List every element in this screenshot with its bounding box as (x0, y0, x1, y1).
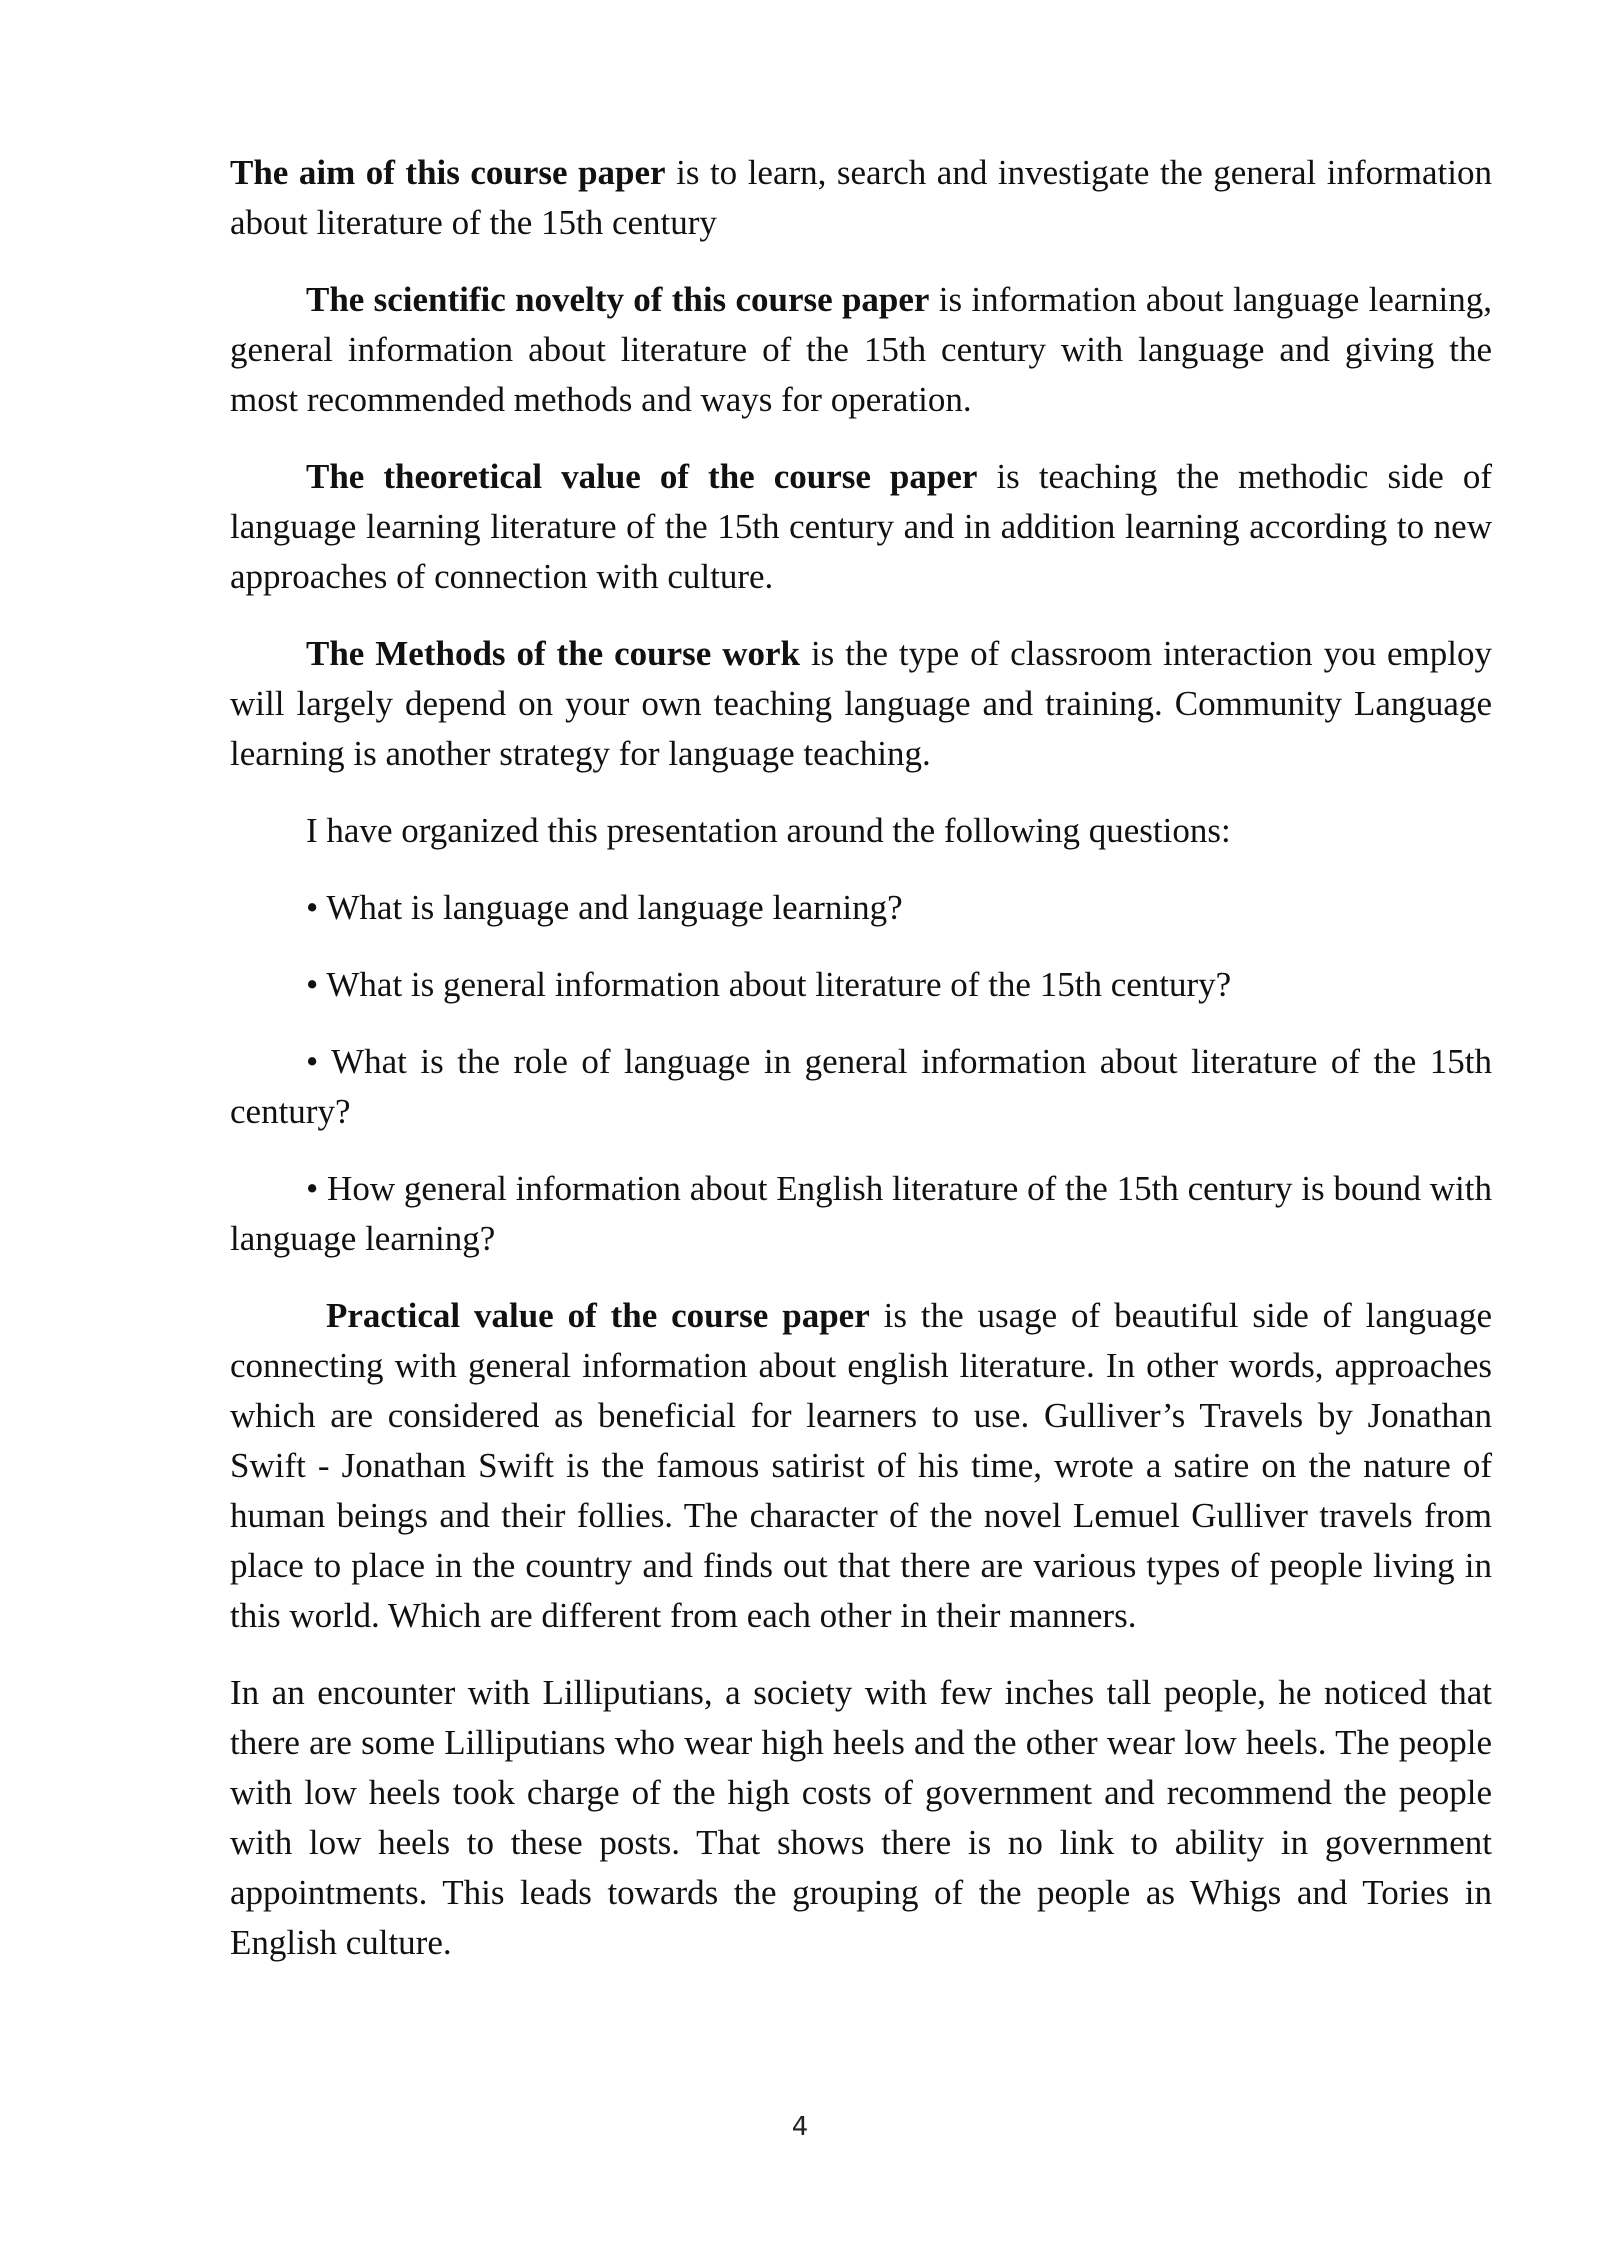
theoretical-value-paragraph (230, 452, 1492, 602)
aim-paragraph (230, 148, 1492, 248)
theoretical-value-text: is teaching the methodic side of language learning literature of the 15th century and in addition learning according to new approaches of connection with culture. (230, 457, 1492, 596)
page-number: 4 (791, 2112, 809, 2142)
question-item-3: • What is the role of language in general information about literature of the 15th century? (230, 1042, 1492, 1131)
question-item-2: • What is general information about literature of the 15th century? (306, 965, 1232, 1004)
methods-heading: The Methods of the course work (306, 634, 801, 673)
question-item-1: • What is language and language learning? (306, 888, 903, 927)
practical-value-text: is the usage of beautiful side of language connecting with general information about english literature. In other words, approaches which are considered as beneficial for learners to use. Gulliver’s Travels by Jonathan Swift - Jonathan Swift is the famous satirist of his time, wrote a satire on the nature of human beings and their follies. The character of the novel Lemuel Gulliver travels from place to place in the country and finds out that there are various types of people living in this world. Which are different from each other in their manners. (230, 1296, 1493, 1635)
novelty-paragraph (230, 275, 1492, 425)
lilliputians-paragraph: In an encounter with Lilliputians, a society with few inches tall people, he noticed that there are some Lilliputians who wear high heels and the other wear low heels. The people with low heels took charge of the high costs of government and recommend the people with low heels to these posts. That shows there is no link to ability in government appointments. This leads towards the grouping of the people as Whigs and Tories in English culture. (230, 1673, 1492, 1962)
theoretical-value-heading: The theoretical value of the course paper (306, 457, 978, 496)
practical-value-paragraph (230, 1291, 1492, 1641)
novelty-heading: The scientific novelty of this course paper (306, 280, 930, 319)
practical-value-heading: Practical value of the course paper (326, 1296, 870, 1335)
novelty-text: is information about language learning, general information about literature of the 15th century with language and giving the most recommended methods and ways for operation. (230, 280, 1492, 419)
methods-paragraph (230, 629, 1492, 779)
aim-text: is to learn, search and investigate the general information about literature of the 15th century (230, 153, 1492, 242)
methods-text: is the type of classroom interaction you employ will largely depend on your own teaching language and training. Community Language learning is another strategy for language teaching. (230, 634, 1492, 773)
aim-heading: The aim of this course paper (230, 153, 666, 192)
questions-intro: I have organized this presentation around the following questions: (306, 811, 1231, 850)
document-page (230, 148, 1492, 1995)
question-item-4: • How general information about English literature of the 15th century is bound with language learning? (230, 1169, 1492, 1258)
